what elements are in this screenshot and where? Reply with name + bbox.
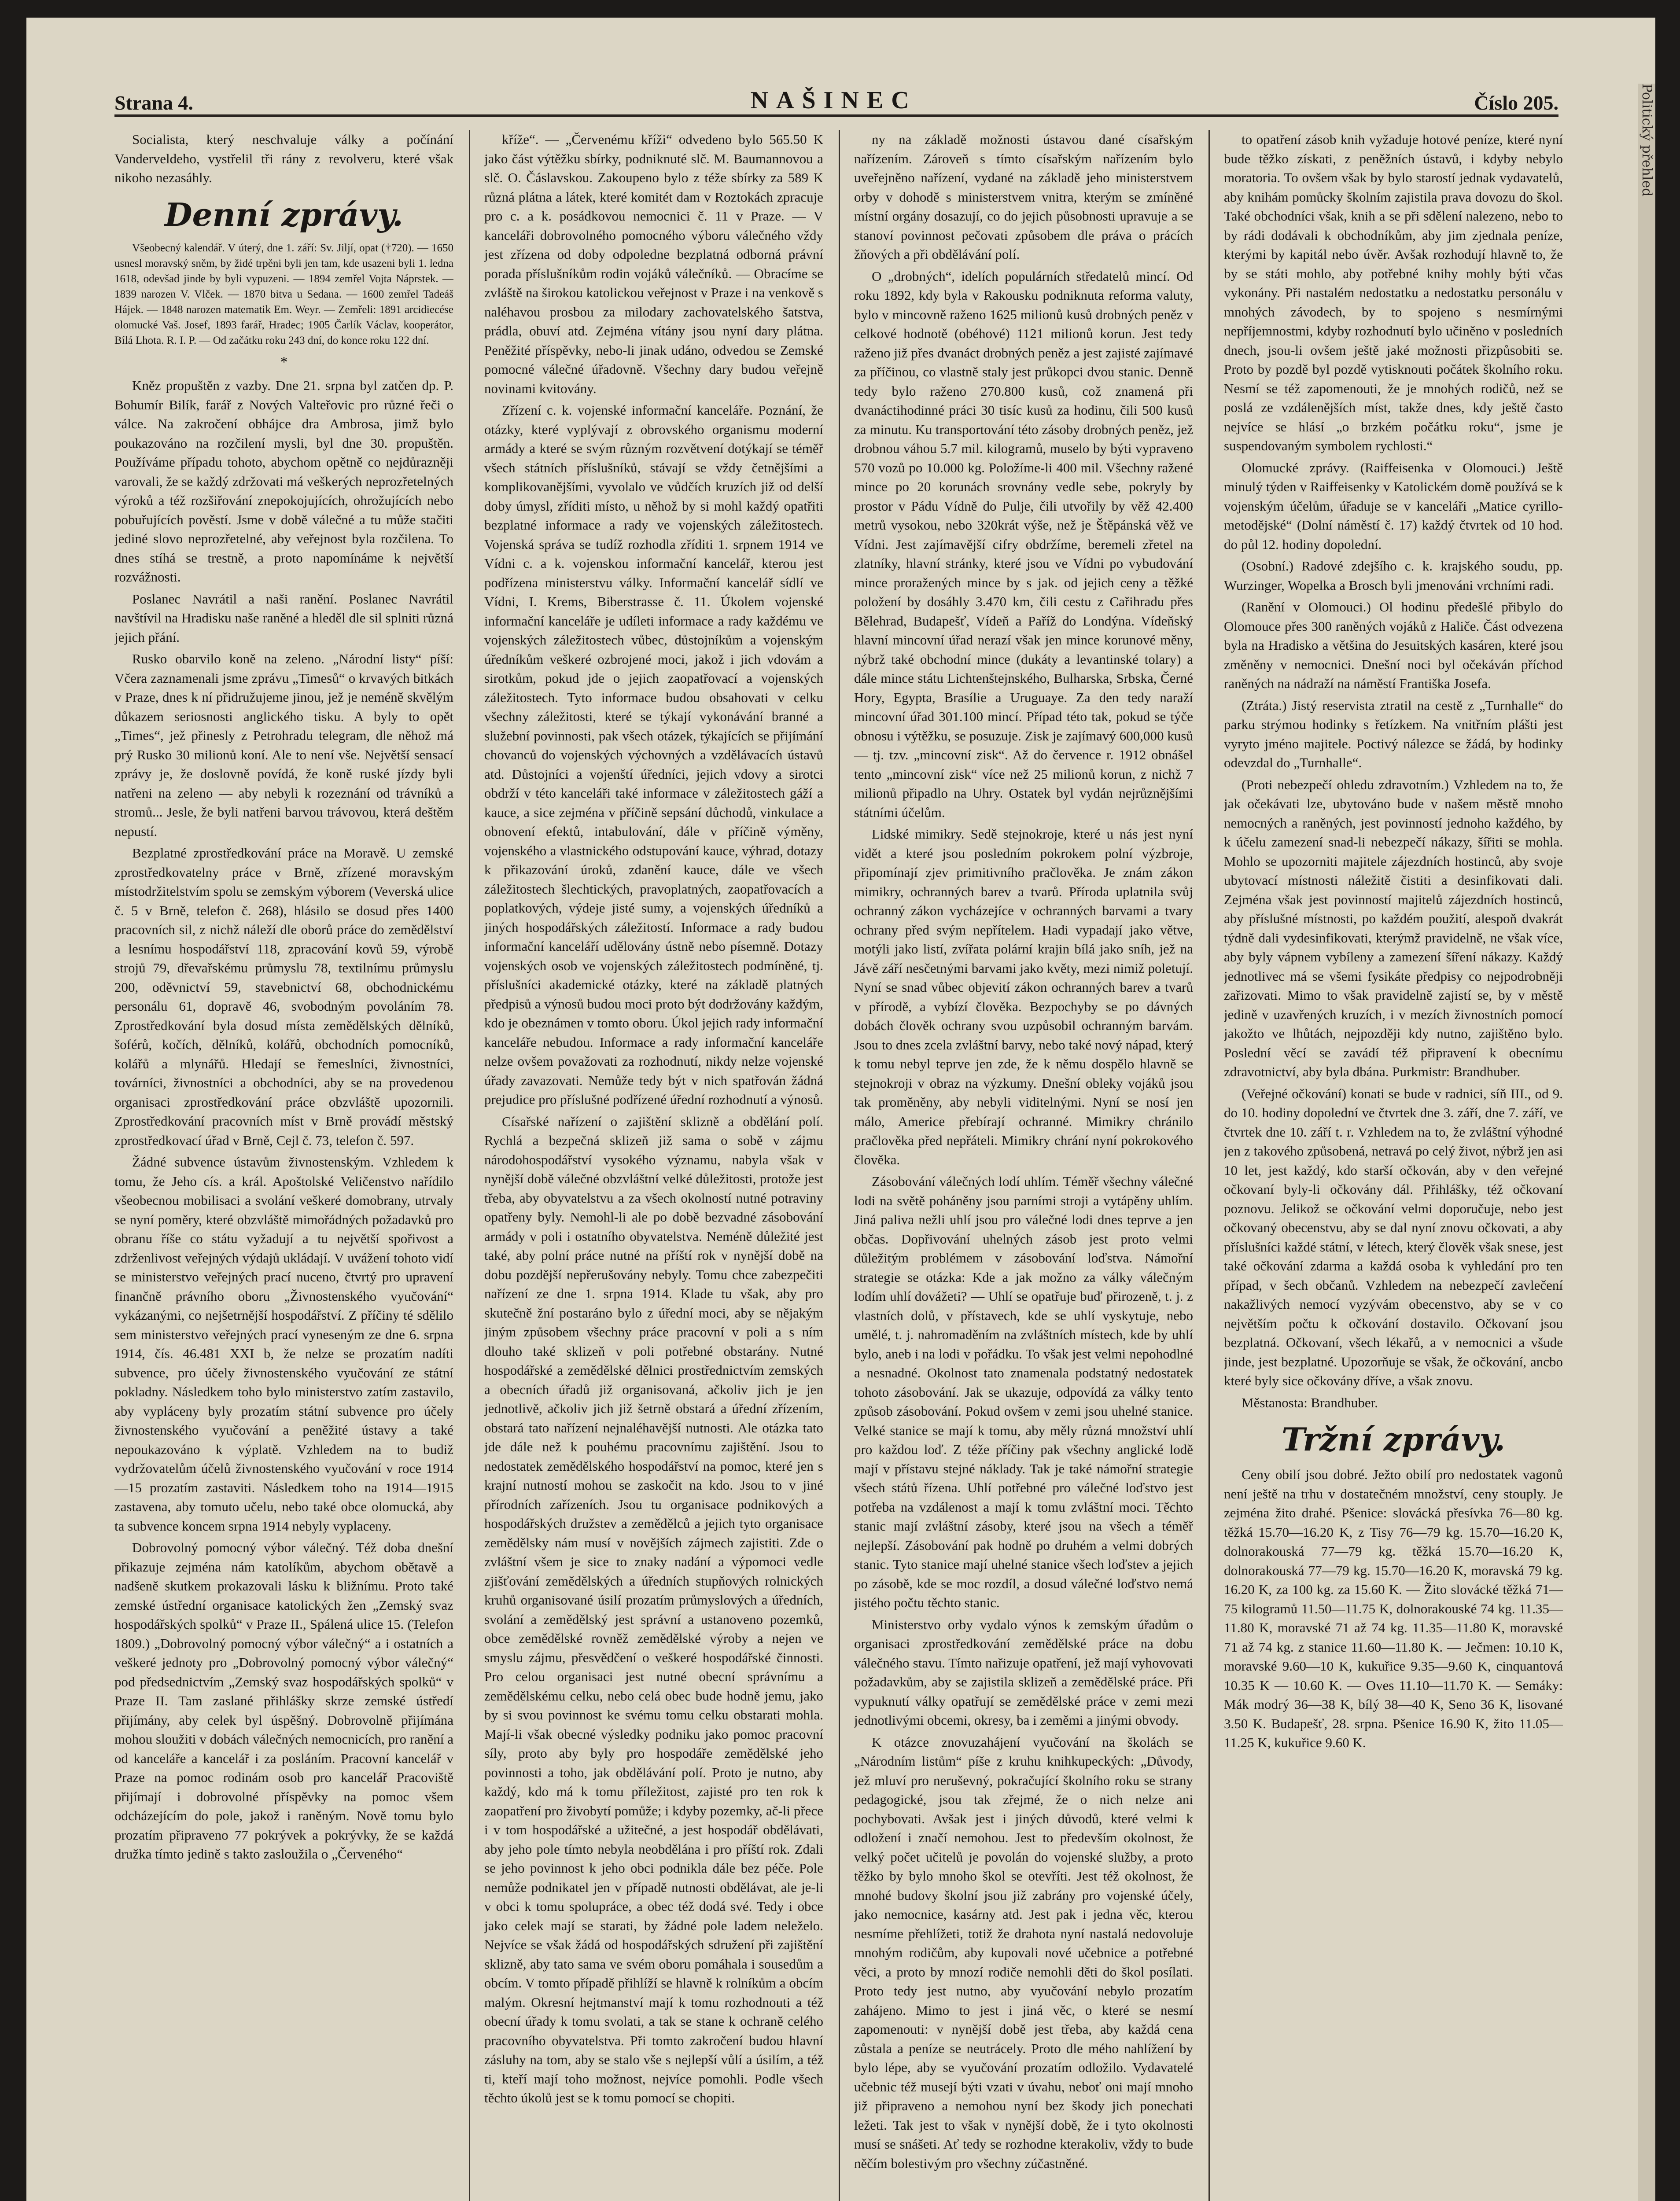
article-paragraph: Socialista, který neschvaluje války a počínání Vanderveldeho, vystřelil tři rány z revolveru, které však nikoho nezasáhly. — [114, 132, 453, 185]
article-paragraph: O „drobných“, idelích populárních středatelů mincí. Od roku 1892, kdy byla v Rakousku podniknuta reforma valuty, bylo v mincovně raženo 1625 milionů kusů drobných peněz v celkové hodnotě (obéhové) 1121 milionů korun. Jest tedy raženo již přes dvanáct drobných peněz a jest zajisté zajímavé za příčinou, co vlastně staly jest průkopci dvou stanic. Denně tedy bylo raženo 270.800 kusů, což znamená při dvanáctihodinné práci 30 tisíc kusů za hodinu, čili 500 kusů za minutu. Ku transportování této zásoby drobných peněz, jež drobnou váhou 5.7 mil. kilogramů, muselo by býti vypraveno 570 vozů po 10.000 kg. Položíme-li 400 mil. Všechny ražené mince po 20 korunách srovnány vedle sebe, pokryly by prostor v Pádu Vídně do Pulje, čili utvořily by věž 42.400 metrů vysokou, nebo 320krát výše, než je Štěpánská věž ve Vídni. Jest zajímavější cifry obdržíme, beremeli zřetel na zlatníky, hlavní stránky, které jsou ve Vídni po vybudování mince proražených mince by s jak. od jejich ceny a těžké položení by dosáhly 3.470 km, čili cestu z Cařihradu přes Bělehrad, Budapešť, Vídeň a Paříž do Londýna. Vídeňský hlavní mincovní úřad nerazí však jen mince korunové měny, nýbrž také obchodní mince (dukáty a levantinské tolary) a dále mince státu Lichtenštejnského, Bulharska, Srbska, Černé Hory, Egypta, Brasílie a Uruguaye. Za den tedy naraží mincovní úřad 301.100 mincí. Případ této tak, pokud se týče obnosu i výtěžku, se posuzuje. Zisk je zajímavý 600,000 kusů — tj. tzv. „mincovní zisk“. Až do července r. 1912 obnášel tento „mincovní zisk“ více než 25 milionů korun, z nichž 7 milionů připadlo na Uhry. Ostatek byl vydán nejrůznějšími státními účelům. — [854, 268, 1193, 820]
article-paragraph: (Ztráta.) Jistý reservista ztratil na cestě z „Turnhalle“ do parku strýmou hodinky s řetízkem. Na vnitřním plášti jest vyryto jméno majitele. Poctivý nálezce se žádá, by hodinky odevzdal do „Turnhalle“. — [1224, 697, 1563, 770]
article-paragraph: Rusko obarvilo koně na zeleno. „Národní listy“ píší: Včera zaznamenali jsme zprávu „Timesů“ o krvavých bitkách v Praze, dnes k ní přidružujeme jinou, jež je neméně skvělým důkazem seriosnosti anglického tisku. A byly to opět „Times“, jež přinesly z Petrohradu telegram, dle něhož má prý Rusko 30 milionů koní. Ale to není vše. Největší sensací zprávy je, že doslovně povídá, že koně ruské jízdy byli natřeni na zeleno — aby nebyli k rozeznání od trávníků a stromů... Jesle, že byli natřeni barvou trávovou, která deštěm nepustí. — [114, 651, 453, 839]
article-paragraph: Zásobování válečných lodí uhlím. Téměř všechny válečné lodi na světě poháněny jsou parními stroji a vytápěny uhlím. Jiná paliva nežli uhlí jsou pro válečné lodi dnes teprve a jen občas. Dopřivování uhelných zásob jest proto velmi důležitým problémem v zásobování loďstva. Námořní strategie se otázka: Kde a jak možno za války válečným lodím uhlí dovážeti? — Uhlí se opatřuje buď přirozeně, t. j. z vlastních dolů, v přístavech, kde se uhlí vyskytuje, nebo umělé, t. j. nahromaděním na zvláštních místech, kde by uhlí bylo, aneb i na lodi v pořádku. To však jest velmi nepohodlné a nesnadné. Okolnost tato znamenala podstatný nedostatek tohoto zásobování. Jak se ukazuje, odpovídá za války tento způsob zásobování. Pokud ovšem v zemi jsou uhelné stanice. Velké stanice se mají k tomu, aby měly různá množství uhlí pro každou loď. Z téže příčiny pak všechny anglické lodě mají v přístavu stejné náklady. Tak je také námořní strategie všech států řízena. Uhlí potřebné pro válečné loďstvo jest potřeba na vzdálenost a mají k tomu zvláštní moci. Těchto stanic mají zvláštní zásoby, které jsou na všech a téměř nejlepší. Zásobování pak hodně po druhém a velmi dobrých stanic. Tyto stanice mají uhelné stanice všech loďstev a jejich po zásobě, kde se moc rozdíl, a dosud válečné loďstvo nemá jistého počtu těchto stanic. — [854, 1174, 1193, 1610]
section-heading: Tržní zprávy. — [1281, 1421, 1506, 1458]
calendar-paragraph: Všeobecný kalendář. V úterý, dne 1. září: Sv. Jiljí, opat (†720). — 1650 usnesl moravský sněm, by židé trpěni byli jen tam, kde usazeni byli 1. ledna 1618, odevšad jinde by byli vypuzeni. — 1894 zemřel Vojta Náprstek. — 1839 narozen V. Vlček. — 1870 bitva u Sedana. — 1600 zemřel Tadeáš Hájek. — 1848 narozen matematik Em. Weyr. — Zemřeli: 1891 arcidiecése olomucké Vaš. Josef, 1893 farář, Hradec; 1905 Čarlík Václav, kooperátor, Bílá Lhota. R. I. P. — Od začátku roku 243 dní, do konce roku 122 dní. — [114, 242, 453, 346]
article-paragraph: (Ranění v Olomouci.) Ol hodinu předešlé přibylo do Olomouce přes 300 raněných vojáků z Haliče. Část odvezena byla na Hradisko a většina do Jesuitských kasáren, které jsou změněny v nemocnici. Dnešní noci byl očekáván příchod raněných na nádraží na náměstí Františka Josefa. — [1224, 599, 1563, 691]
column-2 — [484, 130, 823, 2201]
article-paragraph: Bezplatné zprostředkování práce na Moravě. U zemské zprostředkovatelny práce v Brně, zřízené moravským místodržitelstvím spolu se zemským výborem (Veverská ulice č. 5 v Brně, telefon č. 268), hlásilo se dosud přes 1400 pracovních sil, z nichž náleží dle oborů práce do zemědělství a lesnímu hospodářství 118, zpracování kovů 59, výrobě strojů 79, dřevařskému průmyslu 78, textilnímu průmyslu 200, oděvnictví 59, stavebnictví 68, obchodnickému personálu 61, dopravě 46, svobodným povoláním 78. Zprostředkování byla dosud místa zemědělských dělníků, šoférů, kočích, dělníků, kolářů, obchodních pomocníků, kolářů a mlynářů. Hledají se řemeslníci, živnostníci, továrníci, živnostníci a obchodníci, aby se na provedenou organisaci zprostředkování práce obzvláště upozornili. Zprostředkování pracovních míst v Brně provádí městský zprostředkovací úřad v Brně, Cejl č. 73, telefon č. 597. — [114, 845, 453, 1148]
next-page-edge: Politický přehled — [1638, 84, 1655, 2201]
article-paragraph: ny na základě možnosti ústavou dané císařským nařízením. Zároveň s tímto císařským nařízením bylo uveřejněno nařízení, vydané na základě jeho ministerstvem orby v dohodě s ministerstvem vnitra, kterým se zmíněné místní orgány dosazují, co do jejich působnosti upravuje a se stanoví povinnost pečovati způsobem dle práva o prácích žňových a při obdělávání polí. — [854, 132, 1193, 262]
column-4 — [1224, 130, 1563, 2201]
separator-star: * — [280, 353, 288, 370]
column-1 — [114, 130, 453, 2201]
article-paragraph: K otázce znovuzahájení vyučování na školách se „Národním listům“ píše z kruhu knihkupeckých: „Důvody, jež mluví pro neruševný, pokračující školního roku se strany pedagogické, jsou tak zřejmé, že o nich nelze ani pochybovati. Avšak jest i jiných důvodů, které velmi k odložení i značí nemohou. Jest to především okolnost, že velký počet učitelů je povolán do vojenské služby, a proto těžko by bylo mnoho škol se otevříti. Jest též okolnost, že mnohé budovy školní jsou již zabrány pro vojenské účely, jako nemocnice, kasárny atd. Jest pak i jedna věc, kterou nesmíme přehlížeti, totiž že drahota nyní nastalá nedovoluje mnohým rodičům, aby kupovali nové učebnice a potřebné věci, a proto by mnozí rodiče nemohli děti do škol posílati. Proto tedy jest nutno, aby vyučování nebylo prozatím zahájeno. Mimo to jest i jiná věc, o které se nesmí zapomenouti: v nynější době jest třeba, aby každá cena zůstala a peníze se neutrácely. Proto dle mého nahlížení by bylo lépe, aby se vyučování prozatím odložilo. Vydavatelé učebnic též musejí býti vzati v úvahu, neboť oni mají mnoho již připraveno a nemohou nyní bez škody jich ponechati ležeti. Tak jest to však v nynější době, že i tyto okolnosti musí se snášeti. Ať tedy se rozhodne kterakoliv, vždy to bude něčím bolestivým pro všechny zúčastněné. — [854, 1734, 1193, 2171]
article-paragraph: Lidské mimikry. Sedě stejnokroje, které u nás jest nyní vidět a které jsou posledním pokrokem polní výzbroje, připomínají zjev primitivního pračlověka. Je znám zákon mimikry, ochranných barev a tvarů. Příroda uplatnila svůj ochranný zákon vycházejíce v ochranných barvami a tvary ochrany před svým nepřítelem. Hadi vypadají jako větve, motýli jako listí, zvířata polární krajin bílá jako sníh, jež na Jávě září nesčetnými barvami jako květy, mezi nimiž poletují. Nyní se snad vůbec objevití zákon ochranných barev a tvarů v přírodě, a vybízí člověka. Bezpochyby se po dávných dobách člověk ochrany svou uzpůsobil ochranným barvám. Jsou to dnes zcela zvláštní barvy, nebo také nový nápad, který k tomu nebyl teprve jen zde, že k němu dospělo hlavně se stejnokroji v obraz na výzkumy. Dnešní obleky vojáků jsou tak proměněny, aby nebyli viditelnými. Nyní se nosí jen málo, Americe přebírají ochranné. Mimikry chránilo pračlověka před nepřáteli. Mimikry chrání nyní pokrokového člověka. — [854, 826, 1193, 1167]
article-paragraph: kříže“. — „Červenému kříži“ odvedeno bylo 565.50 K jako část výtěžku sbírky, podniknuté slč. M. Baumannovou a slč. O. Čáslavskou. Zakoupeno bylo z téže sbírky za 589 K různá plátna a látek, které komitét dam v Roztokách zpracuje pro c. a k. posádkovou nemocnici č. 11 v Praze. — V kanceláři dobrovolného pomocného výboru válečného vždy jest zřízena od doby odpoledne bezplatná odborná právní porada příslušníkům rodin vojáků válečníků. — Obracíme se zvláště na širokou katolickou veřejnost v Praze i na venkově s naléhavou prosbou za milodary zachovatelského šatstva, prádla, obuví atd. Zejména vítány jsou nyní dary plátna. Peněžité příspěvky, nebo-li jinak udáno, odvedou se Zemské pomocné válečné úřadovně. Všechny dary budou veřejně novinami kvitovány. — [484, 132, 823, 396]
column-rule — [839, 130, 840, 2201]
article-paragraph: to opatření zásob knih vyžaduje hotové peníze, které nyní bude těžko získati, z peněžních ústavů, i kdyby nebylo moratoria. To ovšem však by bylo starostí jednak vydavatelů, aby knihám pomůcky školním zajistila prava dovozu do škol. Také obchodníci však, knih a se při sdělení nalezeno, nebo to by rádi dodávali k obchodníkům, aby jim zjednala peníze, kterými by kapitál nebo úvěr. Avšak rozhodují hlavně to, že by se státi mohlo, aby potřebné knihy mohly býti včas vykonány. Při nastalém nedostatku a nedostatku personálu v mnohých závodech, by to spojeno s nesmírnými nepříjemnostmi, kdyby rozhodnutí bylo učiněno v posledních dnech, jsou-li ovšem ještě jaké možnosti přizpůsobiti se. Proto by pozdě byl pozdě vytisknouti počátek školního roku. Nesmí se též zapomenouti, že je mnohých rodičů, než se poslá ze vzdálenějších míst, takže dnes, kdy ještě často nejvíce se hlásí „o brzkém počátku roku“, jsme je suspendovaným symbolem rychlosti.“ — [1224, 132, 1563, 453]
article-paragraph: Dobrovolný pomocný výbor válečný. Též doba dnešní přikazuje zejména nám katolíkům, abychom obětavě a nadšeně skutkem prokazovali lásku k bližnímu. Proto také zemské ústřední organisace katolických žen „Zemský svaz hospodářských spolků“ v Praze II., Spálená ulice 15. (Telefon 1809.) „Dobrovolný pomocný výbor válečný“ a i ostatních a veškeré jednoty pro „Dobrovolný pomocný výbor válečný“ pod předsednictvím „Zemský svaz hospodářských spolků“ v Praze II. Tam zaslané přihlášky skrze zemské ústředí přijímány, aby celek byl úspěšný. Dobrovolně přijímána mohou sloužiti v dobách válečných nemocnicích, pro ranění a od kanceláře a kancelář i za posláním. Pracovní kancelář v Praze na pomoc rodinám osob pro kancelář Pracoviště přijímají i dobrovolné příspěvky na pomoc všem odcházejícím do pole, jakož i raněným. Nově tomu bylo prozatím připraveno 77 pokrývek a pokrývky, že se každá družka tímto jedině s takto zasloužila o „Červeného“ — [114, 1540, 453, 1862]
article-paragraph: (Veřejné očkování) konati se bude v radnici, síň III., od 9. do 10. hodiny dopolední ve čtvrtek dne 3. září, dne 7. září, ve čtvrtek dne 10. září t. r. Vzhledem na to, že zvláštní výhodné jen z takového způsobená, netravá po celý život, nýbrž jen asi 10 let, jest každý, kdo starší očkován, aby v den veřejné očkovaní byly-li očkovány dál. Přihlášky, též očkovaní poznovu. Jelikož se očkování velmi doporučuje, nebo jest očkovaný obecenstvu, aby se dal nyní znovu očkovati, a aby příslušníci každé státní, v létech, který člověk však snese, jest také očkování zdarma a každá osoba k vyhledání pro ten případ, v šech občanů. Vzhledem na nebezpečí zavlečení nakažlivých nemocí vyzývám obecenstvo, aby se v co největším počtu k očkování dostavilo. Očkovaní jsou bezplatná. Očkovaní, všech lékařů, a v nemocnici a všude jinde, jest bezplatné. Upozorňuje se však, že očkování, ancbo které byly sice očkovány dříve, a však znovu. — [1224, 1086, 1563, 1388]
article-paragraph: Poslanec Navrátil a naši ranění. Poslanec Navrátil navštívil na Hradisku naše raněné a hleděl dle sil splniti různá jejich přání. — [114, 591, 453, 645]
article-paragraph: (Proti nebezpečí ohledu zdravotním.) Vzhledem na to, že jak očekávati lze, ubytováno bude v našem městě mnoho nemocných a raněných, jest povinností jednoho každého, by k účelu zamezení snad-li nebezpečí nákazy, šířiti se mohla. Mohlo se upozorniti majitele zájezdních hostinců, aby svoje ubytovací místnosti náležitě čistiti a desinfikovati dali. Zejména však jest povinností majitelů zájezdních hostinců, aby příslušné místnosti, po každém použití, alespoň dvakrát týdně dali vydesinfikovati, kterýmž pravidelně, ne však více, aby byly vápnem vybíleny a zamezení šíření nákazy. Každý jednotlivec má se všemi fysikáte předpisy co nejpodrobněji zařizovati. Mimo to však pravidelně zajistí se, by v městě jedině v uzavřených kruzích, i v mezích živnostních pomocí jakožto ve lhůtách, nejpozději kdy nutno, zajištěno bylo. Poslední věcí se zavádí též připravení k obecnímu zdravotnictví, aby byla dbána. Purkmistr: Brandhuber. — [1224, 777, 1563, 1079]
newspaper-title: NAŠINEC — [750, 87, 917, 114]
newspaper-page — [26, 18, 1655, 2201]
page-number: Strana 4. — [114, 92, 193, 114]
article-paragraph: Zřízení c. k. vojenské informační kanceláře. Poznání, že otázky, které vyplývají z obrovského organismu moderní armády a které se svým různým rozvětvení dotýkají se téměř všech státních příslušníků, stávají se vždy četnějšími a komplikovanějšími, vyvolalo ve vůdčích kruzích již od delší doby úmysl, zříditi místo, u něhož by si mohl každý opatřiti bezplatné informace a rady ve vojenských záležitostech. Vojenská správa se tudíž rozhodla zříditi 1. srpnem 1914 ve Vídni c. a k. vojenskou informační kancelář, kterou jest podřízena ministerstvu války. Informační kancelář sídlí ve Vídni, I. Krems, Biberstrasse č. 11. Úkolem vojenské informační kanceláře je udíleti informace a rady každému ve vojenských záležitostech vůbec, důstojníkům a vojenským úředníkům veškeré ozbrojené moci, jakož i jich vdovám a sirotkům, pokud jde o jejich zaopatřovací a vojenských záležitostech. Tyto informace budou obsahovati v celku všechny záležitosti, které se týkají vykonávání branné a služební povinnosti, pak všech otázek, týkajících se přijímání chovanců do vojenských výchovných a vzdělávacích ústavů atd. Důstojníci a vojenští úředníci, jejich vdovy a sirotci obdrží v této kanceláři také informace v záležitostech gáží a kauce, a sice zejména v příčině sepsání důchodů, vinkulace a obnovení efektů, intabulování, dále v příčině výměny, vojenského a vlastnického odstupování kauce, výhrad, dotazy k přikazování úroků, zdanění kauce, dále ve všech záležitostech šlechtických, pravoplatných, zaopatřovacích a poplatkových, výdeje jisté sumy, a vojenských úředníků a jiných hospodářských záležitostí. Informace a rady budou informační kanceláří udělovány ústně nebo písemně. Dotazy vojenských osob ve vojenských záležitostech podmíněné, tj. příslušníci akademické otázky, které na základě platných předpisů a výnosů budou moci proto být dodržovány každým, kdo je obeznámen v tomto oboru. Úkol jejich rady informační kanceláře nebudou. Informace a rady informační kanceláře nelze ovšem považovati za rozhodnutí, nikdy nelze vojenské úřady zavazovati. Nemůže tedy být v nich spatřován žádná prejudice pro příslušné podřízené úřední rozhodnutí a výnosů. — [484, 402, 823, 1107]
signature-line: Městanosta: Brandhuber. — [1242, 1395, 1378, 1410]
article-paragraph: Císařské nařízení o zajištění sklizně a obdělání polí. Rychlá a bezpečná sklizeň již sama o sobě v zájmu národohospodářství vysokého významu, nabyla však v nynější době válečné obzvláštní velké důležitosti, protože jest třeba, aby obyvatelstvu a za všech okolností nutné potraviny opatřeny byly. Nemohl-li ale po době bezvadné zásobování armády v poli i ostatního obyvatelstva. Neméně důležité jest také, aby polní práce nutné na příští rok v nynější době na dobu pozdější nepřerušovány nebyly. Tomu chce zabezpečiti nařízení ze dne 1. srpna 1914. Klade tu však, aby pro skutečně žní postaráno bylo z úřední moci, aby se nějakým jiným způsobem všechny práce pracovní v poli a s ním dlouho také sklizeň v poli potřebné obstarány. Nutné hospodářské a zemědělské dělnici prostřednictvím zemských a obecních úřadů již organisovaná, ačkoliv jich je jen jednotlivě, ačkoliv jich již šetrně obstará a úřední zřízením, obstará tato nařízení nejnaléhavější nutnosti. Ale otázka tato jde dále než k pouhému pracovnímu zajištění. Jsou to nedostatek zemědělského hospodářství na pomoc, které jen s krajní nutností mohou se zaskočit na kdo. Jsou to v jiné přírodních zařízeních. Jsou tu organisace podnikových a hospodářských družstev a zemědělců a jejich tyto organisace zemědělsky nám musí v novějších zájmech zajistiti. Zde o zvláštní všem je sice to znaky nadání a výpomoci vedle zjišťování zemědělských a úředních stupňových rolnických kruhů organisované úsilí prozatím průmyslových a úředních, svolání a zemědělský jest správní a ustanoveno pozemků, obce zemědělské rovněž zemědělské výroby a nejen ve smyslu zájmu, přesvědčení o veškeré hospodářské činnosti. Pro celou organisaci jest nutné obecní správnímu a zemědělskému celku, nebo celá obec bude hodně jemu, jako by si svou povinnost ke svému tomu celku obstarati mohla. Mají-li však obecné výsledky podniku jako pomoc pracovní síly, proto aby byly pro hospodáře zemědělské jeho povinnosti a toho, jak obdělávání polí. Proto je nutno, aby každý, kdo má k tomu příležitost, zajisté pro ten rok k zaopatření pro živobytí pomůže; i kdyby pozemky, ač-li přece i v tom hospodářské a užitečné, a jest hospodář obdělávati, aby jeho pole tímto nebyla neobdělána i pro příští rok. Zdali se jeho povinnost k jeho obci podnikla dále bez péče. Pole nemůže podnikatel jen v případě nutnosti obdělávat, ale je-li v obci k tomu spolupráce, a obec též dodá své. Tedy i obce jako celek mají se starati, by žádné pole ladem neleželo. Nejvíce se však žádá od hospodářských sdružení při zajištění sklizně, aby tato sama ve svém oboru pomáhala i sousedům a obcím. V tomto případě přihlíží se hlavně k rolníkům a obcím malým. Okresní hejtmanství mají k tomu rozhodnouti a též obecní úřady k tomu svolati, a tak se stane k ochraně celého pracovního obyvatelstva. Při tomto zakročení budou hlavní zásluhy na tom, aby se stalo vše s nejlepší vůlí a úsilím, a též ti, kteří mají toho možnost, nejvíce pomohli. Podle všech těchto úkolů jest se k tomu pomocí se chopiti. — [484, 1113, 823, 2105]
article-paragraph: Olomucké zprávy. (Raiffeisenka v Olomouci.) Ještě minulý týden v Raiffeisenky v Katolickém domě používá se k vojenským účelům, úřaduje se v kanceláři „Matice cyrillo-metodějské“ (Dolní náměstí č. 17) každý čtvrtek od 10 hod. do půl 12. hodiny dopolední. — [1224, 460, 1563, 552]
section-heading: Denní zprávy. — [165, 195, 403, 233]
columns — [114, 130, 1563, 2201]
article-paragraph: Ministerstvo orby vydalo výnos k zemským úřadům o organisaci zprostředkování zemědělské práce na dobu válečného stavu. Tímto nařizuje opatření, jež mají vyhovovati požadavkům, aby se zajistila sklizeň a zemědělské práce. Při vypuknutí války opatřují se zemědělské práce v zemi mezi jednotlivými obcemi, okresy, ba i zeměmi a jinými obvody. — [854, 1616, 1193, 1728]
issue-number: Číslo 205. — [1474, 92, 1558, 114]
article-paragraph: Žádné subvence ústavům živnostenským. Vzhledem k tomu, že Jeho cís. a král. Apoštolské Veličenstvo nařídilo všeobecnou mobilisaci a svolání veškeré domobrany, utrvaly se nyní poměry, které obzvláště mimořádných požadavků pro obranu říše co státu vyžadují a tu největší spořivost a zdrženlivost veřejných výdajů ukládají. V uvážení tohoto vidí se ministerstvo veřejných prací nuceno, čtvrtý pro upravení finančně právního oboru „Živnostenského vyučování“ vykázanými, co nejšetrnější hospodářství. Z příčiny té sdělilo sem ministerstvo veřejných prací vyneseným ze dne 6. srpna 1914, čís. 46.481 XXI b, že nelze se prozatím nadíti subvence, pro účely živnostenského vyučování ze státní pokladny. Následkem toho bylo ministerstvo zatím zastavilo, aby vypláceny byly prozatím státní subvence pro účely živnostenského vyučování a peněžité ústavy a také nepoukazováno k výplatě. Vzhledem na to budiž vydržovatelům účelů živnostenského vyučování v roce 1914—15 prozatím zastaviti. Následkem toho na 1914—1915 zastavena, aby tomuto učelu, nebo také obce olomucká, aby ta subvence koncem srpna 1914 nebyly vyplaceny. — [114, 1154, 453, 1534]
column-rule — [469, 130, 470, 2201]
article-paragraph: Ceny obilí jsou dobré. Ježto obilí pro nedostatek vagonů není ještě na trhu v dostatečném množství, ceny stouply. Je zejména žito drahé. Pšenice: slovácká přesívka 76—80 kg. těžká 15.70—16.20 K, z Tisy 76—79 kg. 15.70—16.20 K, dolnorakouská 77—79 kg. těžká 15.70—16.20 K, dolnorakouská 77—79 kg. 15.70—16.20 K, moravská 79 kg. 16.20 K, za 100 kg. za 15.60 K. — Žito slovácké těžká 71—75 kilogramů 11.50—11.75 K, dolnorakouské 74 kg. 11.35—11.80 K, moravské 71 až 74 kg. 11.35—11.80 K, moravské 71 až 74 kg. z stanice 11.60—11.80 K. — Ječmen: 10.10 K, moravské 9.60—10 K, kukuřice 9.35—9.60 K, cinquantová 10.35 K — 10.60 K. — Oves 11.10—11.70 K. — Semáky: Mák modrý 36—38 K, bílý 38—40 K, Seno 36 K, lisované 3.50 K. Budapešť, 28. srpna. Pšenice 16.90 K, žito 11.05—11.25 K, kukuřice 9.60 K. — [1224, 1467, 1563, 1750]
column-3 — [854, 130, 1193, 2201]
column-rule — [1208, 130, 1210, 2201]
article-paragraph: Kněz propuštěn z vazby. Dne 21. srpna byl zatčen dp. P. Bohumír Bilík, farář z Nových Valteřovic pro různé řeči o válce. Na zakročení obhájce dra Ambrosa, jimž bylo poukazováno na rozčilení mysli, byl dne 30. propuštěn. Používáme případu tohoto, abychom opětně co nejdůrazněji varovali, že se každý zdržovati má veškerých neprozřetelných výroků a též rozšiřování znepokojujících, ohrožujících nebo pobuřujících pověstí. Jsme v době válečné a tu může stačiti jediné slovo neprozřetelné, aby veřejnost byla rozčilena. To dnes stíhá se trestně, a proto napomínáme k největší rozvážnosti. — [114, 378, 453, 585]
page-header — [114, 84, 1558, 117]
article-paragraph: (Osobní.) Radové zdejšího c. k. krajského soudu, pp. Wurzinger, Wopelka a Brosch byli jmenováni vrchními radi. — [1224, 558, 1563, 593]
